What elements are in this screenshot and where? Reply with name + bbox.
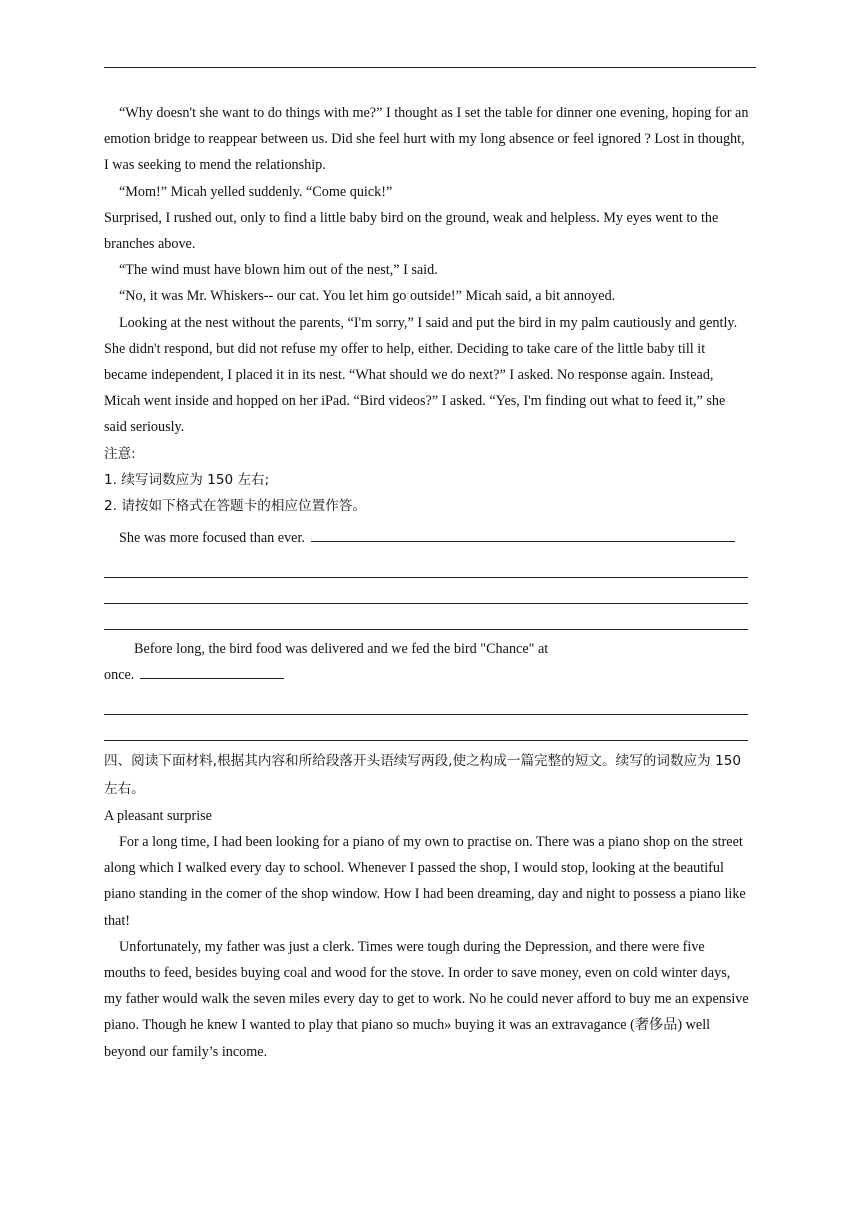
answer-start-1-text: She was more focused than ever. bbox=[119, 530, 305, 547]
writing-blank[interactable] bbox=[311, 525, 735, 542]
story-paragraph-6: Looking at the nest without the parents, “I'm sorry,” I said and put the bird in my palm cautiously and gently. She didn't respond, but did not refuse my offer to help, either. Deciding to take care of the little baby till it became independent, I placed it in its nest. “What should we do next?” I asked. No response again. Instead, Micah went inside and hopped on her iPad. “Bird videos?” I asked. “Yes, I'm finding out what to feed it,” she said seriously. bbox=[104, 314, 738, 436]
story-paragraph-5: “No, it was Mr. Whiskers-- our cat. You let him go outside!” Micah said, a bit annoyed. bbox=[119, 288, 616, 305]
passage-title: A pleasant surprise bbox=[104, 807, 212, 824]
notes-item-1: 1. 续写词数应为 150 左右; bbox=[104, 471, 270, 488]
story-paragraph-4: “The wind must have blown him out of the nest,” I said. bbox=[119, 262, 438, 279]
document-body bbox=[104, 100, 750, 1065]
story-paragraph-3: Surprised, I rushed out, only to find a little baby bird on the ground, weak and helpless. My eyes went to the branches above. bbox=[104, 209, 719, 253]
answer-start-1 bbox=[104, 525, 750, 551]
writing-line[interactable] bbox=[104, 604, 748, 630]
story-paragraph-1: “Why doesn't she want to do things with me?” I thought as I set the table for dinner one evening, hoping for an emotion bridge to reappear between us. Did she feel hurt with my long absence or feel ignored ? Lost in thought, I was seeking to mend the relationship. bbox=[104, 105, 749, 174]
answer-start-2: Before long, the bird food was delivered and we fed the bird "Chance" at bbox=[134, 641, 549, 658]
section-4-instruction: 四、阅读下面材料,根据其内容和所给段落开头语续写两段,使之构成一篇完整的短文。续写的词数应为 150 左右。 bbox=[104, 752, 742, 797]
notes-heading: 注意: bbox=[104, 445, 136, 462]
story-paragraph-2: “Mom!” Micah yelled suddenly. “Come quick!” bbox=[119, 183, 393, 200]
header-rule bbox=[104, 67, 756, 68]
writing-line[interactable] bbox=[104, 578, 748, 604]
writing-line[interactable] bbox=[104, 551, 748, 577]
answer-start-2-cont bbox=[104, 662, 750, 688]
passage-paragraph-2: Unfortunately, my father was just a clerk. Times were tough during the Depression, and there were five mouths to feed, besides buying coal and wood for the stove. In order to save money, even on cold winter days, my father would walk the seven miles every day to get to work. No he could never afford to buy me an expensive piano. Though he knew I wanted to play that piano so much» buying it was an extravagance (奢侈品) well beyond our family’s income. bbox=[104, 938, 749, 1060]
writing-line[interactable] bbox=[104, 688, 748, 714]
passage-paragraph-1: For a long time, I had been looking for a piano of my own to practise on. There was a piano shop on the street along which I walked every day to school. Whenever I passed the shop, I would stop, looking at the beautiful piano standing in the comer of the shop window. How I had been dreaming, day and night to possess a piano like that! bbox=[104, 834, 746, 929]
answer-start-2-cont-text: once. bbox=[104, 667, 135, 684]
writing-blank[interactable] bbox=[140, 662, 284, 679]
notes-item-2: 2. 请按如下格式在答题卡的相应位置作答。 bbox=[104, 498, 366, 515]
writing-line[interactable] bbox=[104, 715, 748, 741]
